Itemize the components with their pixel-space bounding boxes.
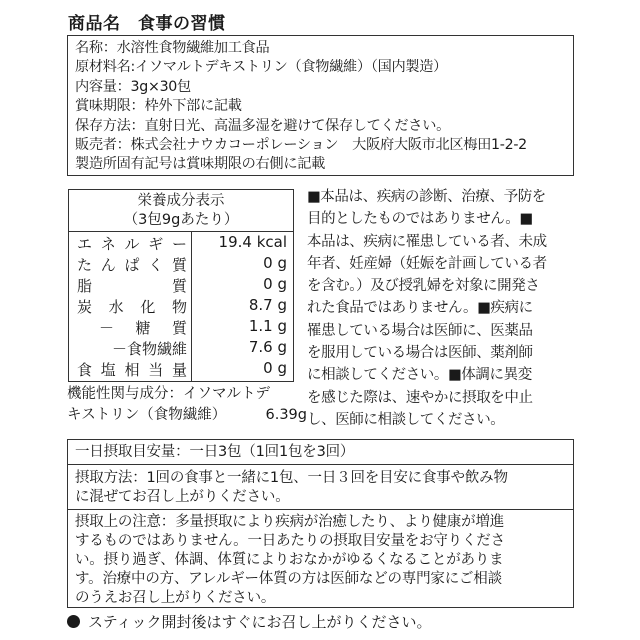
footer-text: スティック開封後はすぐにお召し上がりください。 — [88, 613, 432, 631]
info-content-amount: 内容量：3g×30包 — [75, 78, 191, 95]
product-title: 商品名 食事の習慣 — [68, 14, 226, 34]
caution-line: す。治療中の方、アレルギー体質の方は医師などの専門家にご相談 — [75, 571, 502, 587]
nutrition-header-serving: （3包9gあたり） — [123, 212, 239, 228]
notice-line: を服用している場合は医師、薬剤師 — [307, 345, 533, 362]
functional-ingredient-line1: 機能性関与成分：イソマルトデ — [67, 386, 270, 402]
nutrition-header-title: 栄養成分表示 — [137, 193, 225, 209]
info-manufacturer-code: 製造所固有記号は賞味期限の右側に記載 — [75, 156, 325, 173]
nutrient-name: た ん ぱ く 質 — [77, 256, 187, 274]
nutrition-table — [68, 189, 294, 382]
info-ingredients: 原材料名:イソマルトデキストリン（食物繊維）（国内製造） — [75, 59, 448, 76]
nutrition-row — [69, 275, 293, 297]
intake-caution-section — [68, 510, 573, 608]
nutrient-name: エ ネ ル ギ ー — [77, 235, 187, 253]
notice-line: を感じた際は、速やかに摂取を中止 — [307, 389, 533, 406]
nutrient-name: 炭 水 化 物 — [77, 298, 187, 316]
nutrition-row — [69, 338, 293, 360]
notice-line: を含む。）及び授乳婦を対象に開発さ — [307, 278, 540, 295]
nutrition-header — [69, 190, 293, 232]
nutrient-value: 19.4 kcal — [218, 233, 287, 251]
nutrition-row — [69, 317, 293, 339]
nutrition-row — [69, 359, 293, 381]
notice-line: 目的としたものではありません。■ — [307, 211, 533, 228]
caution-line: するものではありません。一日あたりの摂取目安量をお守りくださ — [75, 533, 505, 549]
info-seller: 販売者：株式会社ナウカコーポレーション 大阪府大阪市北区梅田1-2-2 — [75, 137, 527, 154]
product-info-box — [67, 35, 574, 176]
notice-line: し、医師に相談してください。 — [307, 411, 505, 428]
info-storage: 保存方法：直射日光、高温多湿を避けて保存してください。 — [75, 117, 450, 134]
nutrition-body — [69, 232, 293, 382]
caution-line: のうえお召し上がりください。 — [75, 590, 276, 606]
nutrition-row — [69, 254, 293, 276]
functional-ingredient — [67, 384, 307, 426]
nutrient-value: 7.6 g — [248, 338, 287, 356]
caution-line: い。摂り過ぎ、体調、体質によりおなかがゆるくなることがありま — [75, 552, 504, 568]
bullet-icon — [67, 615, 80, 628]
notice-line: れた食品ではありません。■疾病に — [307, 300, 533, 317]
functional-ingredient-amount: 6.39g — [265, 407, 307, 423]
intake-method-line: 摂取方法：1回の食事と一緒に1包、一日３回を目安に食事や飲み物 — [75, 470, 508, 486]
info-name: 名称：水溶性食物繊維加工食品 — [75, 40, 270, 56]
notice-line: ■本品は、疾病の診断、治療、予防を — [307, 189, 546, 205]
notice-line: 罹患している場合は医師に、医薬品 — [307, 322, 533, 339]
intake-method-line: に混ぜてお召し上がりください。 — [75, 489, 290, 505]
intake-method-section — [68, 465, 573, 510]
disclaimer-notice — [307, 186, 577, 431]
notice-line: 年者、妊産婦（妊娠を計画している者 — [307, 255, 547, 272]
nutrient-name: － 糖 質 — [99, 319, 187, 337]
nutrient-value: 8.7 g — [248, 296, 287, 314]
nutrient-name: 食 塩 相 当 量 — [77, 361, 187, 379]
notice-line: に相談してください。■体調に異変 — [307, 367, 532, 384]
nutrition-row — [69, 296, 293, 318]
daily-intake-section — [68, 440, 573, 465]
functional-ingredient-name: キストリン（食物繊維） — [67, 407, 227, 423]
nutrient-name: 脂 質 — [77, 277, 187, 295]
nutrient-value: 0 g — [263, 275, 287, 293]
nutrient-value: 1.1 g — [248, 317, 287, 335]
notice-line: 本品は、疾病に罹患している者、未成 — [307, 233, 547, 250]
functional-ingredient-line2 — [67, 405, 307, 426]
daily-intake-text: 一日摂取目安量：一日3包（1回1包を3回） — [75, 444, 355, 460]
nutrient-value: 0 g — [263, 254, 287, 272]
caution-line: 摂取上の注意：多量摂取により疾病が治癒したり、より健康が増進 — [75, 514, 504, 530]
nutrition-row — [69, 233, 293, 255]
info-expiry: 賞味期限：枠外下部に記載 — [75, 98, 242, 115]
usage-box — [67, 439, 574, 608]
nutrient-value: 0 g — [263, 359, 287, 377]
footer-note — [67, 611, 432, 632]
nutrient-name: －食物繊維 — [111, 340, 187, 358]
